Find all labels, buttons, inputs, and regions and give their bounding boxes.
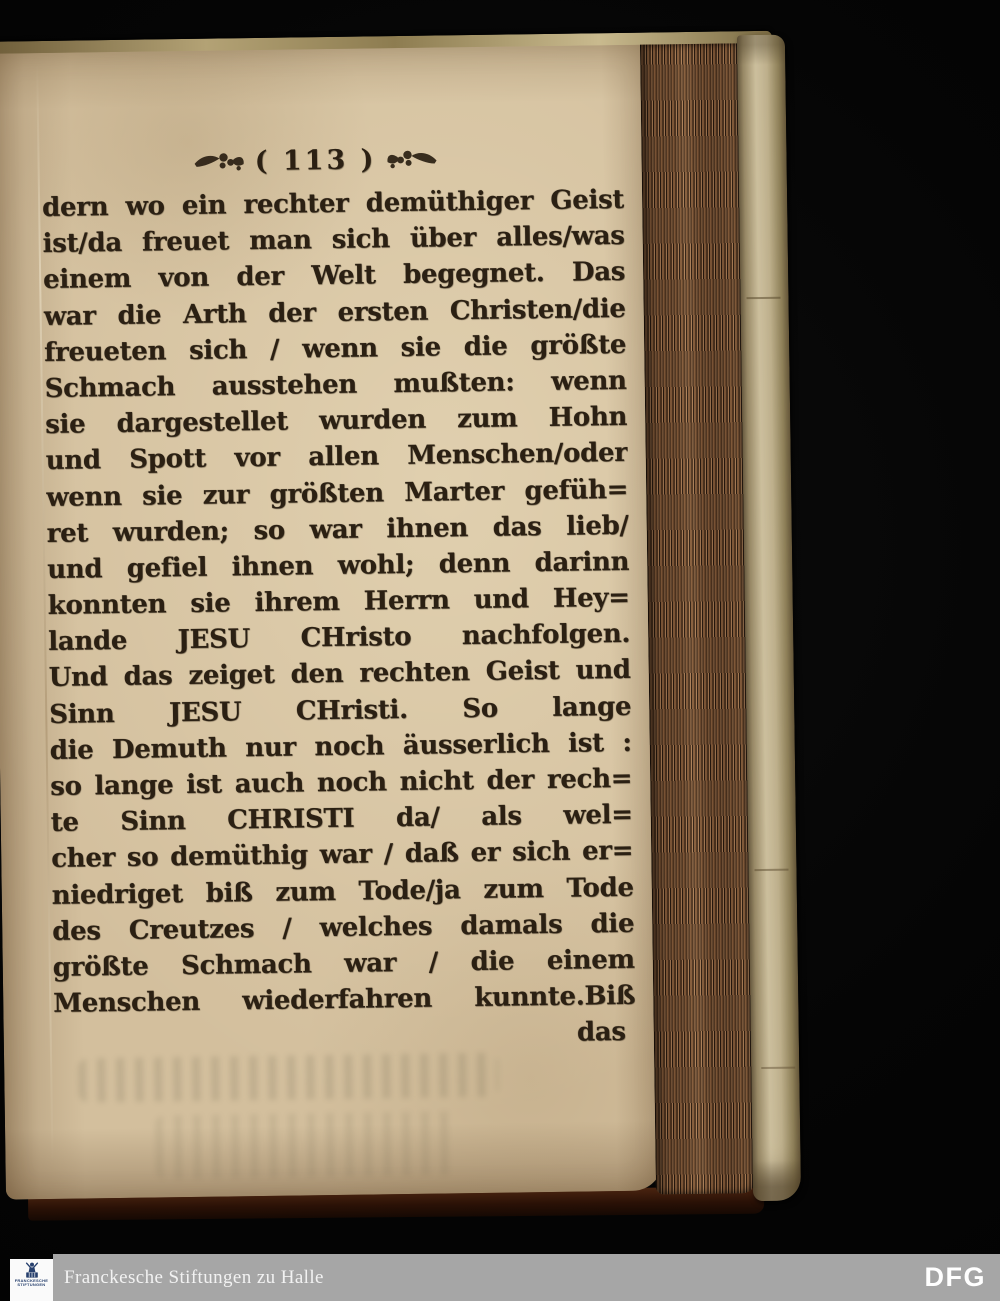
text-line: ist/da freuet man sich über alles/was [42, 221, 625, 260]
text-line: dern wo ein rechter demüthiger Geist [41, 184, 625, 223]
page-header [35, 135, 596, 185]
catchword: das [576, 1017, 626, 1048]
attribution-footer [0, 1253, 1000, 1301]
book-photo [0, 8, 826, 1234]
logo-wordmark: FRANCKESCHE STIFTUNGEN [14, 1278, 49, 1287]
text-line: sie dargestellet wurden zum Hohn [45, 401, 628, 441]
text-line: war die Arth der ersten Christen/die [43, 293, 626, 332]
text-line: te Sinn CHRISTI da/ als wel= [50, 800, 633, 839]
text-line: und Spott vor allen Menschen/oder [45, 438, 628, 477]
fraktur-text-block [42, 182, 636, 1059]
dfg-logo: DFG [924, 1261, 986, 1292]
page-number: ( 113 ) [254, 143, 377, 177]
text-line: die Demuth nur noch äusserlich ist : [49, 727, 632, 766]
franckesche-stiftungen-figure-icon [23, 1261, 41, 1279]
text-line: des Creutzes / welches damals die [52, 908, 635, 947]
institution-label: Franckesche Stiftungen zu Halle [64, 1266, 324, 1288]
book-page [0, 45, 663, 1200]
text-line: freueten sich / wenn sie die größte [44, 329, 627, 368]
text-line: größte Schmach war / die einem [52, 944, 635, 983]
text-line: Und das zeiget den rechten Geist und [48, 655, 631, 694]
floral-ornament-right-icon [385, 146, 437, 171]
show-through-smudge [155, 1111, 456, 1179]
text-line: Menschen wiederfahren kunnte.Biß [53, 980, 636, 1020]
text-line: wenn sie zur größten Marter gefüh= [46, 474, 629, 513]
text-line: ret wurden; so war ihnen das lieb/ [46, 510, 629, 549]
floral-ornament-left-icon [194, 149, 246, 174]
text-line: Sinn JESU CHristi. So lange [49, 691, 632, 730]
show-through-smudge [78, 1053, 499, 1103]
text-line: Schmach ausstehen mußten: wenn [44, 365, 627, 404]
text-line: cher so demüthig war / daß er sich er= [51, 836, 634, 875]
footer-bar [53, 1254, 1000, 1301]
franckesche-stiftungen-logo [10, 1259, 53, 1301]
text-line: konnten sie ihrem Herrn und Hey= [47, 582, 630, 622]
text-line: so lange ist auch noch nicht der rech= [50, 763, 633, 802]
text-line: einem von der Welt begegnet. Das [42, 257, 626, 296]
text-line: lande JESU CHristo nachfolgen. [48, 619, 631, 658]
text-line: und gefiel ihnen wohl; denn darinn [47, 546, 630, 585]
text-line: niedriget biß zum Tode/ja zum Tode [51, 872, 634, 911]
